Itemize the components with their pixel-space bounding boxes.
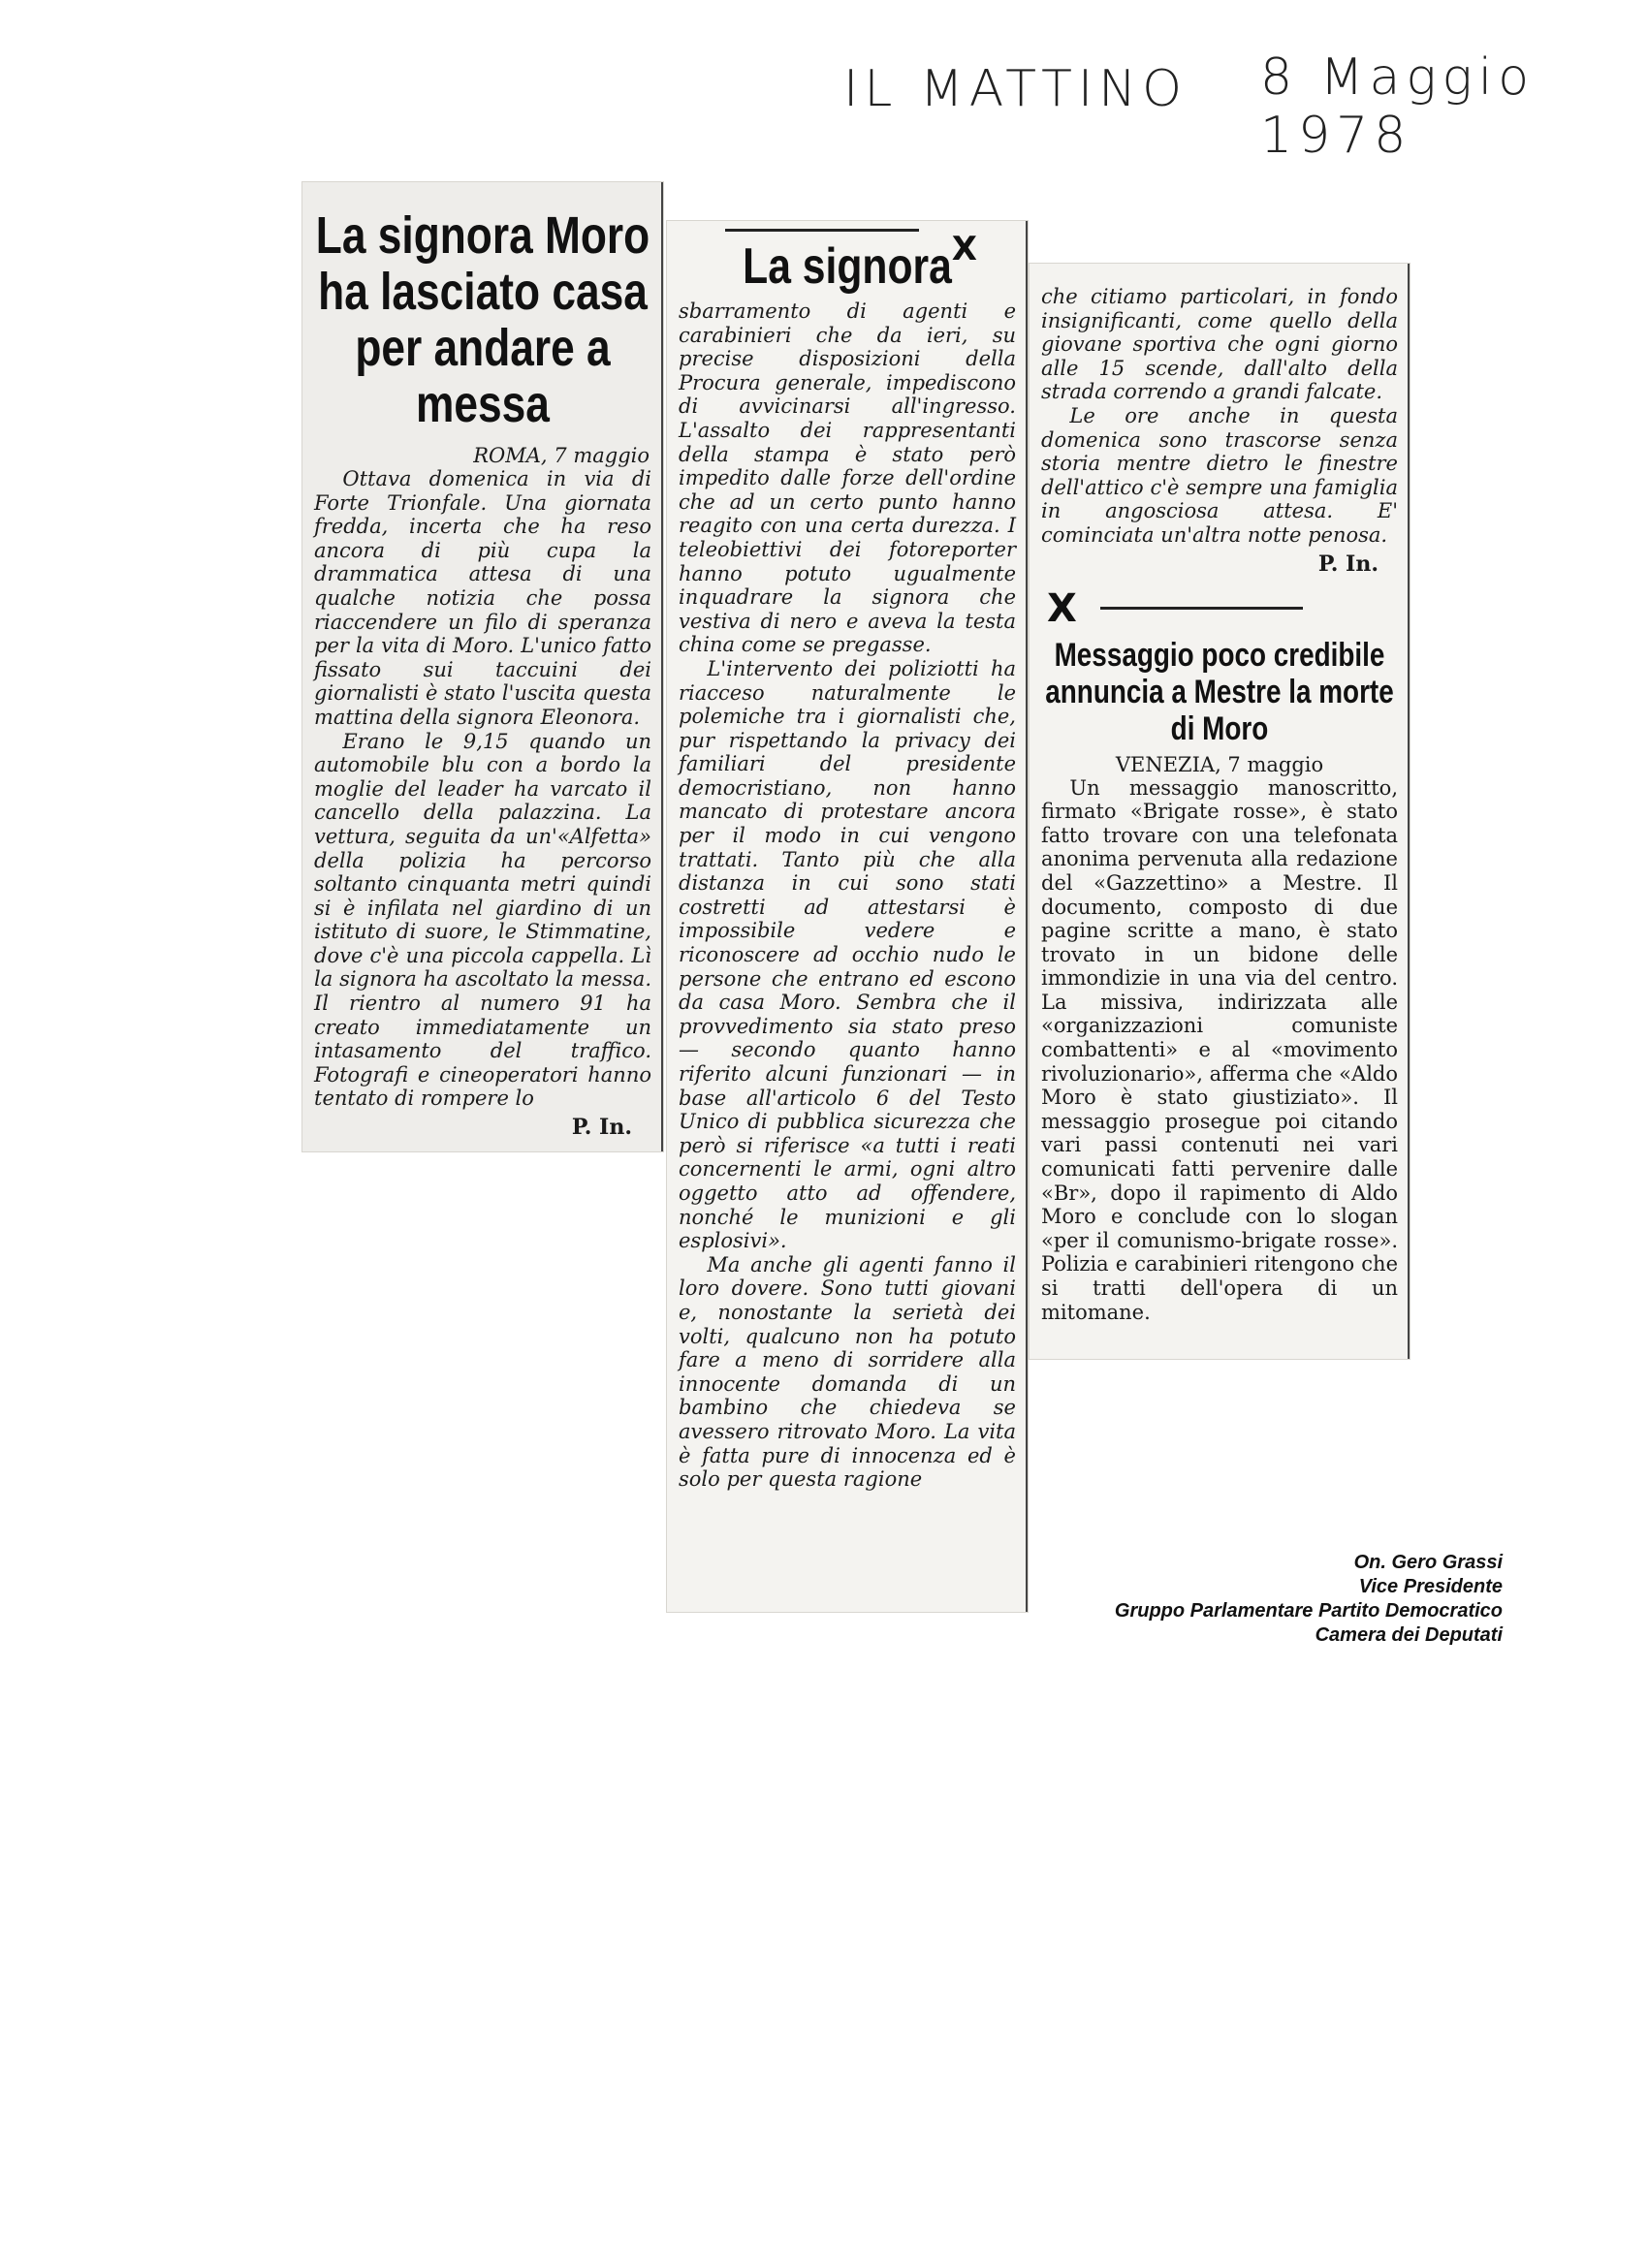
article-3-signature: P. In. [1317, 551, 1379, 577]
column-rule [1026, 221, 1028, 1612]
top-rule [725, 229, 919, 232]
article-1-paragraph: Erano le 9,15 quando un automobile blu con a bordo la moglie del leader ha varcato il cancello della palazzina. La vettura, seguita da un'«Alfetta» della polizia ha percorso soltanto cinquanta metri quindi si è infilata nel giardino di un istituto di suore, le Stimmatine, dove c'è una piccola cappella. Lì la signora ha ascoltato la messa. Il rientro al numero 91 ha creato immediatamente un intasamento del traffico. Fotografi e cineoperatori hanno tentato di rompere lo [314, 729, 651, 1111]
clipping-article-2 [667, 221, 1028, 1612]
x-mark-annotation: X [1047, 585, 1077, 631]
article-1-body [302, 467, 663, 1111]
article-4-paragraph: Un messaggio manoscritto, firmato «Brigate rosse», è stato fatto trovare con una telefonata anonima pervenuta alla redazione del «Gazzettino» a Mestre. Il documento, composto di due pagine scritte a mano, è stato trovato in un bidone delle immondizie in una via del centro. La missiva, indirizzata alle «organizzazioni comuniste combattenti» e al «movimento rivoluzionario», afferma che «Aldo Moro è stato giustiziato». Il messaggio prosegue poi citando vari passi contenuti nei vari comunicati fatti pervenire dalle «Br», dopo il rapimento di Aldo Moro e conclude con lo slogan «per il comunismo-brigate rosse». Polizia e carabinieri ritengono che si tratti dell'opera di un mitomane. [1041, 775, 1398, 1324]
footer-group: Gruppo Parlamentare Partito Democratico [1114, 1600, 1503, 1622]
article-2-paragraph: Ma anche gli agenti fanno il loro dovere. Sono tutti giovani e, nonostante la serietà dei volti, qualcuno non ha potuto fare a meno di sorridere alla innocente domanda di un bambino che chiedeva se avessero ritrovato Moro. La vita è fatta pure di innocenza ed è solo per questa ragione [679, 1252, 1016, 1492]
column-rule [661, 182, 663, 1151]
article-1-signature: P. In. [571, 1115, 632, 1141]
x-mark-annotation: X [951, 230, 977, 268]
section-rule [1100, 607, 1303, 610]
article-4-body [1030, 776, 1410, 1325]
footer-chamber: Camera dei Deputati [1315, 1624, 1503, 1646]
article-1-dateline: ROMA, 7 maggio [473, 444, 650, 467]
article-3-paragraph: che citiamo particolari, in fondo insignificanti, come quello della giovane sportiva che ogni giorno alle 15 scende, dall'alto della strada correndo a grandi falcate. [1041, 285, 1398, 404]
article-3-body [1030, 285, 1410, 548]
article-2-paragraph: L'intervento dei poliziotti ha riacceso naturalmente le polemiche tra i giornalisti che, pur rispettando la privacy dei familiari del presidente democristiano, non hanno mancato di protestare ancora per il modo in cui vengono trattati. Tanto più che alla distanza in cui sono stati costretti ad attestarsi è impossibile vedere e riconoscere ad occhio nudo le persone che entrano ed escono da casa Moro. Sembra che il provvedimento sia stato preso — secondo quanto hanno riferito alcuni funzionari — in base all'articolo 6 del Testo Unico di pubblica sicurezza che però si riferisce «a tutti i reati concernenti le armi, ogni altro oggetto atto ad offendere, nonché le munizioni e gli esplosivi». [679, 656, 1016, 1253]
footer-signature-block [1115, 1551, 1503, 1648]
handwritten-date: 8 Maggio 1978 [1260, 48, 1536, 165]
clipping-article-1 [302, 182, 663, 1151]
footer-role: Vice Presidente [1358, 1576, 1503, 1597]
article-4-mark-row [1030, 577, 1410, 631]
footer-name: On. Gero Grassi [1353, 1552, 1503, 1573]
article-4-headline: Messaggio poco credibile annuncia a Mestre la morte di Moro [1045, 636, 1394, 747]
article-2-paragraph: sbarramento di agenti e carabinieri che da ieri, su precise disposizioni della Procura generale, impediscono di avvicinarsi all'ingresso. L'assalto dei rappresentanti della stampa è stato però impedito dalle forze dell'ordine che ad un certo punto hanno reagito con una certa durezza. I teleobiettivi dei fotoreporter hanno potuto ugualmente inquadrare la signora che vestiva di nero e aveva la testa china come se pregasse. [679, 299, 1016, 657]
article-3-paragraph: Le ore anche in questa domenica sono trascorse senza storia mentre dietro le finestre dell'attico c'è sempre una famiglia in angosciosa attesa. E' cominciata un'altra notte penosa. [1041, 403, 1398, 547]
clipping-article-3 [1030, 264, 1410, 1359]
article-2-body [667, 299, 1028, 1492]
article-1-paragraph: Ottava domenica in via di Forte Trionfale. Una giornata fredda, incerta che ha reso ancora di più cupa la drammatica attesa di una qualche notizia che possa riaccendere un filo di speranza per la vita di Moro. L'unico fatto fissato sui taccuini dei giornalisti è stato l'uscita questa mattina della signora Eleonora. [314, 467, 651, 729]
article-2-headline: La signora [743, 238, 952, 295]
article-1-headline: La signora Moro ha lasciato casa per andare a messa [315, 206, 650, 433]
article-4-dateline: VENEZIA, 7 maggio [1115, 752, 1324, 776]
handwritten-newspaper-name: IL MATTINO [843, 60, 1188, 118]
column-rule [1408, 264, 1410, 1359]
